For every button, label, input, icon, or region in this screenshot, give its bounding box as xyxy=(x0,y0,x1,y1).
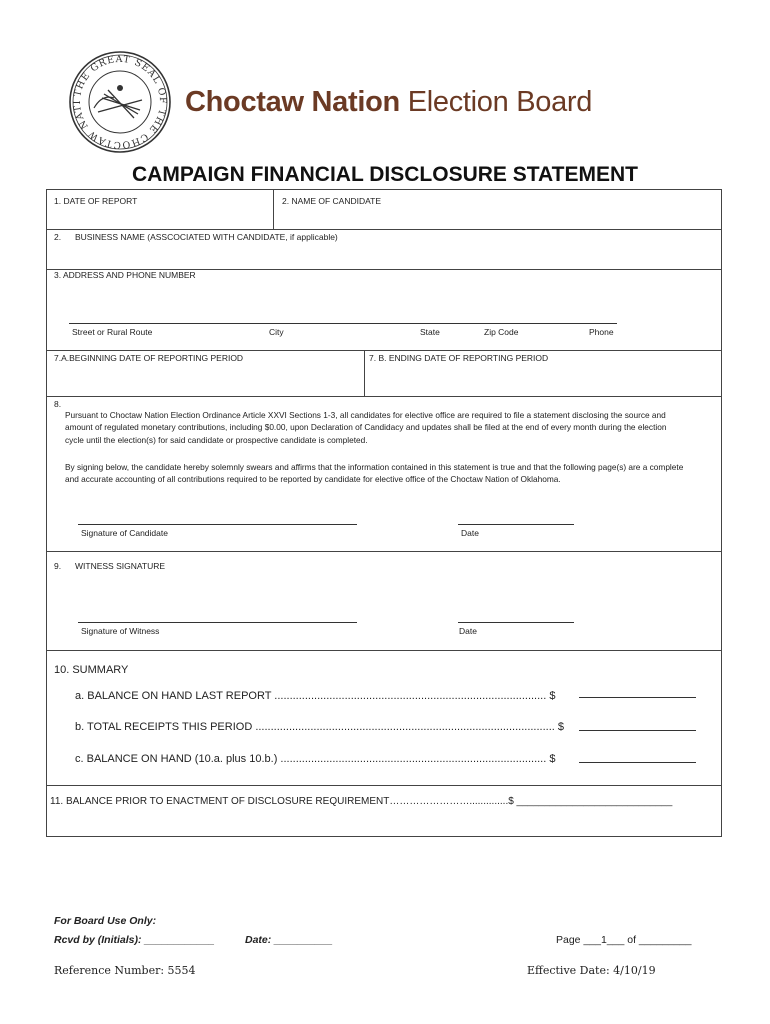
rcvd-by-field[interactable]: Rcvd by (Initials): ____________ xyxy=(54,934,215,946)
summary-title: 10. SUMMARY xyxy=(54,664,129,676)
section-8-number: 8. xyxy=(54,399,62,409)
candidate-date-line[interactable] xyxy=(458,524,574,525)
summary-c-line[interactable] xyxy=(579,762,696,763)
brand-light: Election Board xyxy=(407,86,593,118)
divider xyxy=(47,785,721,786)
witness-date-label: Date xyxy=(459,626,477,636)
summary-a: a. BALANCE ON HAND LAST REPORT ......................................................................................... $ xyxy=(75,690,556,702)
name-of-candidate-label: 2. NAME OF CANDIDATE xyxy=(282,196,382,206)
page-prefix: Page ___ xyxy=(556,934,601,946)
business-name-label: BUSINESS NAME (ASSCOCIATED WITH CANDIDATE, if applicable) xyxy=(75,232,338,242)
brand-bold: Choctaw Nation xyxy=(185,86,400,118)
reference-number: Reference Number: 5554 xyxy=(54,964,196,977)
witness-signature-title: WITNESS SIGNATURE xyxy=(75,561,166,571)
candidate-signature-label: Signature of Candidate xyxy=(81,528,168,538)
page-title: CAMPAIGN FINANCIAL DISCLOSURE STATEMENT xyxy=(132,163,638,186)
divider xyxy=(47,229,721,230)
section-9-number: 9. xyxy=(54,561,62,571)
brand-title xyxy=(185,86,592,119)
section-11: 11. BALANCE PRIOR TO ENACTMENT OF DISCLOSURE REQUIREMENT……………………..............$ ____________________________ xyxy=(50,796,673,807)
zip-label: Zip Code xyxy=(484,327,519,337)
phone-label: Phone xyxy=(589,327,614,337)
date-of-report-label: 1. DATE OF REPORT xyxy=(54,196,138,206)
address-label: 3. ADDRESS AND PHONE NUMBER xyxy=(54,270,196,280)
state-label: State xyxy=(420,327,440,337)
page-suffix: ___ of _________ xyxy=(606,934,692,946)
witness-signature-line[interactable] xyxy=(78,622,357,623)
board-use-label: For Board Use Only: xyxy=(54,915,157,927)
divider xyxy=(47,551,721,552)
summary-c: c. BALANCE ON HAND (10.a. plus 10.b.) ....................................................................................... $ xyxy=(75,753,556,765)
board-date-field[interactable]: Date: __________ xyxy=(245,934,333,946)
section-8-paragraph-1: Pursuant to Choctaw Nation Election Ordinance Article XXVI Sections 1-3, all candidates for elective office are required to file a statement disclosing the source and amount of regulated monetary contributions, including $0.00, upon Declaration of Candidacy and updates shall be filed at the end of every month during the election cycle until the election(s) for said candidate or prospective candidate is completed. xyxy=(65,410,667,445)
address-line[interactable] xyxy=(69,323,617,324)
section-8-paragraph-2: By signing below, the candidate hereby solemnly swears and affirms that the information contained in this statement is true and that the following page(s) are a complete and accurate accounting of all contributions required to be reported by candidate for elective office of the Choctaw Nation of Oklahoma. xyxy=(65,462,684,485)
candidate-date-label: Date xyxy=(461,528,479,538)
witness-signature-label: Signature of Witness xyxy=(81,626,160,636)
divider xyxy=(47,396,721,397)
divider xyxy=(47,350,721,351)
svg-text:THE GREAT SEAL OF THE CHOCTAW: THE GREAT SEAL OF THE CHOCTAW NATI xyxy=(71,53,169,151)
city-label: City xyxy=(269,327,284,337)
beginning-date-label: 7.A.BEGINNING DATE OF REPORTING PERIOD xyxy=(54,353,244,363)
divider xyxy=(273,190,274,229)
witness-date-line[interactable] xyxy=(458,622,574,623)
effective-date: Effective Date: 4/10/19 xyxy=(527,964,656,977)
street-label: Street or Rural Route xyxy=(72,327,153,337)
candidate-signature-line[interactable] xyxy=(78,524,357,525)
business-name-number: 2. xyxy=(54,232,62,242)
great-seal-logo xyxy=(68,50,172,154)
summary-a-line[interactable] xyxy=(579,697,696,698)
divider xyxy=(364,350,365,396)
summary-b: b. TOTAL RECEIPTS THIS PERIOD .................................................................................................. $ xyxy=(75,721,565,733)
page-indicator xyxy=(556,934,691,946)
divider xyxy=(47,650,721,651)
page-number: 1 xyxy=(600,934,607,946)
ending-date-label: 7. B. ENDING DATE OF REPORTING PERIOD xyxy=(369,353,549,363)
disclosure-form xyxy=(46,189,722,837)
summary-b-line[interactable] xyxy=(579,730,696,731)
